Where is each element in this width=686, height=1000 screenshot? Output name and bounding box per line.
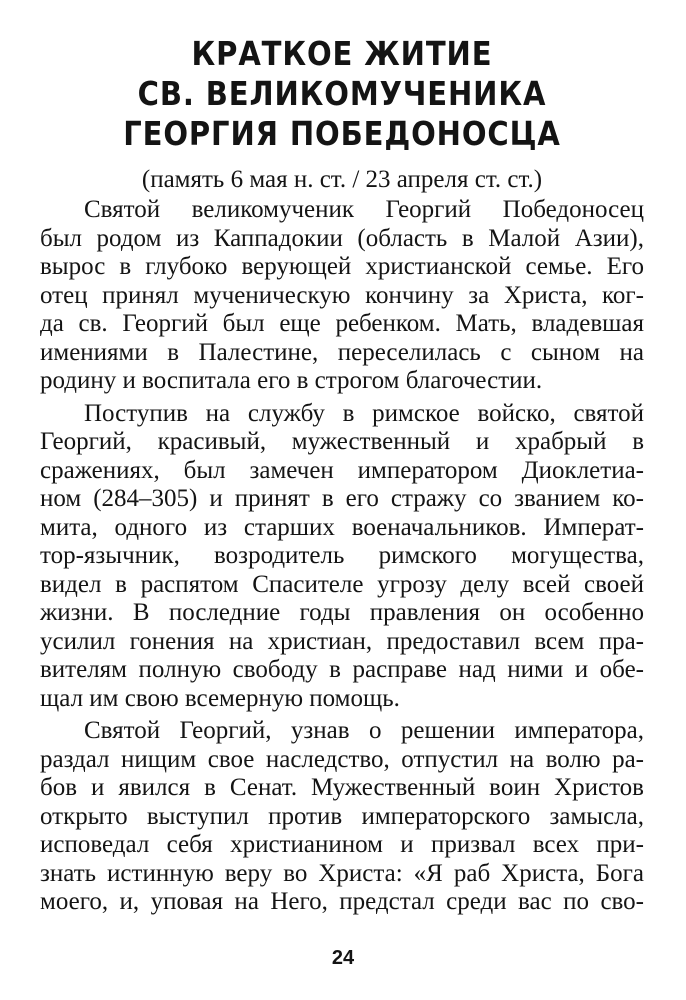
- text-line: ном (284–305) и принят в его стражу со званием ко-: [40, 485, 644, 512]
- page-number: 24: [331, 947, 355, 969]
- text-line: усилил гонения на христиан, предоставил всем пра-: [40, 627, 644, 655]
- text-line: Святой Георгий, узнав о решении императора,: [84, 717, 644, 744]
- text-line: тор-язычник, возродитель римского могущества,: [40, 542, 644, 569]
- text-line: бов и явился в Сенат. Мужественный воин Христов: [40, 774, 644, 801]
- text-line: вырос в глубоко верующей христианской семье. Его: [40, 253, 644, 280]
- text-line: сражениях, был замечен императором Диоклетиа-: [40, 456, 644, 484]
- commemoration-date: (память 6 мая н. ст. / 23 апреля ст. ст.): [141, 166, 543, 193]
- text-line: моего, и, уповая на Него, предстал среди вас по сво-: [40, 888, 644, 915]
- text-line: открыто выступил против императорского замысла,: [40, 802, 644, 830]
- text-line: вителям полную свободу в расправе над ними и обе-: [40, 656, 644, 683]
- paragraph: [40, 400, 644, 714]
- text-line: Поступив на службу в римское войско, святой: [84, 399, 644, 427]
- text-line: исповедал себя христианином и призвал всех при-: [40, 831, 644, 858]
- text-line: мита, одного из старших военачальников. Императ-: [40, 513, 644, 541]
- text-line: видел в распятом Спасителе угрозу делу всей своей: [40, 570, 644, 598]
- text-line: жизни. В последние годы правления он особенно: [40, 599, 644, 626]
- paragraph: [40, 717, 644, 917]
- text-line: щал им свою всемерную помощь.: [40, 684, 400, 712]
- text-line: отец принял мученическую кончину за Христа, ког-: [40, 281, 644, 309]
- text-line: имениями в Палестине, переселилась с сыном на: [40, 338, 644, 366]
- text-line: знать истинную веру во Христа: «Я раб Христа, Бога: [40, 859, 644, 887]
- page-title: [76, 34, 608, 154]
- text-line: Святой великомученик Георгий Победоносец: [84, 196, 644, 223]
- page-content: [40, 34, 644, 917]
- text-line: родину и воспитала его в строгом благочестии.: [40, 367, 543, 394]
- title-line: КРАТКОЕ ЖИТИЕ: [191, 34, 493, 73]
- paragraph: [40, 196, 644, 396]
- text-line: да св. Георгий был еще ребенком. Мать, владевшая: [40, 310, 644, 337]
- title-line: ГЕОРГИЯ ПОБЕДОНОСЦА: [123, 114, 561, 153]
- title-line: СВ. ВЕЛИКОМУЧЕНИКА: [137, 74, 547, 113]
- text-line: был родом из Каппадокии (область в Малой Азии),: [40, 224, 644, 252]
- text-line: Георгий, красивый, мужественный и храбрый в: [40, 428, 644, 455]
- text-line: раздал нищим свое наследство, отпустил на волю ра-: [40, 745, 644, 773]
